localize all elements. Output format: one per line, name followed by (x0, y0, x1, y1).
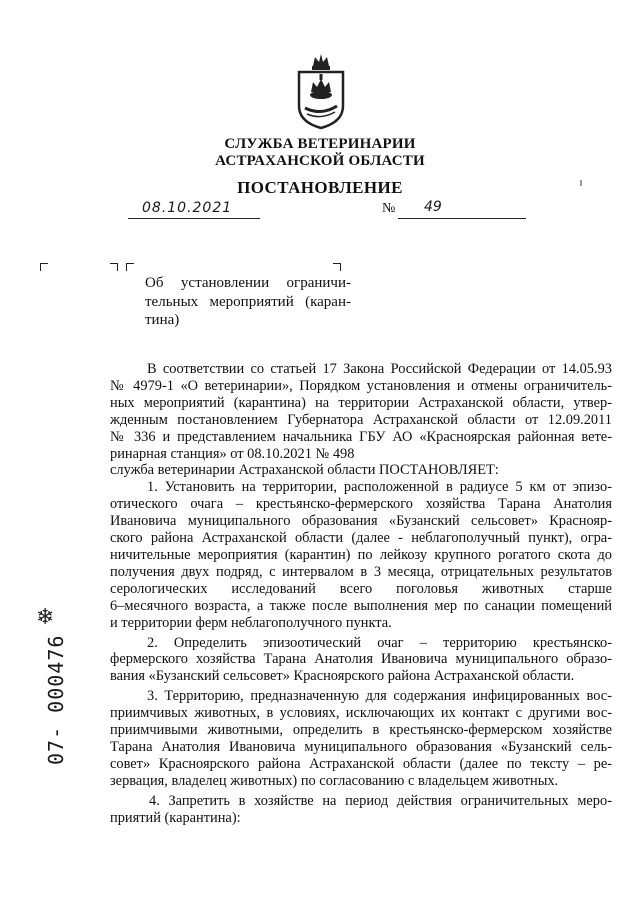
body-line: ринарная станция» от 08.10.2021 № 498 (110, 445, 355, 462)
corner-mark (126, 263, 134, 271)
body-line: Тарана Анатолия Ивановича муниципального образования «Бузанский сель- (110, 738, 612, 755)
handwritten-date: 08.10.2021 (142, 200, 233, 216)
body-line: жденным постановлением Губернатора Астраханской области от 12.09.2011 (110, 411, 612, 428)
body-line: приимчивых животных, в условиях, исключающих их контакт с другими вос- (110, 705, 612, 722)
organization-name-line2: АСТРАХАНСКОЙ ОБЛАСТИ (215, 153, 425, 169)
organization-name-line1: СЛУЖБА ВЕТЕРИНАРИИ (224, 136, 416, 152)
subject-line: тина) (145, 312, 180, 328)
body-line: зервация, владелец животных) по согласованию с владельцем животных. (110, 772, 559, 789)
astrakhan-coat-of-arms-icon (295, 52, 347, 130)
corner-mark (333, 263, 341, 271)
subject-line: Об установлении ограничи- (145, 275, 351, 291)
snowflake-icon: ❄ (36, 605, 55, 630)
body-line: вания «Бузанский сельсовет» Красноярского района Астраханской области. (110, 668, 575, 685)
handwritten-number: 49 (424, 199, 442, 215)
body-line: и территории ферм неблагополучного пункта. (110, 614, 392, 631)
body-line: ского района Астраханской области (далее - неблагополучный пункт), огра- (110, 530, 612, 547)
margin-stamp (30, 605, 68, 770)
body-line: 1. Установить на территории, расположенной в радиусе 5 км от эпизо- (147, 479, 612, 496)
body-line: приимчивыми животными, определить в крестьянско-фермерском хозяйстве (110, 722, 612, 739)
registration-number: 07- 000476 (44, 634, 68, 765)
body-line: служба ветеринарии Астраханской области ПОСТАНОВЛЯЕТ: (110, 462, 499, 479)
scan-mark (580, 180, 582, 186)
body-line: В соответствии со статьей 17 Закона Российской Федерации от 14.05.93 (147, 361, 612, 377)
body-line: серологических исследований всего поголовья животных старше (110, 580, 612, 597)
document-subject (145, 274, 351, 330)
number-field (398, 199, 526, 219)
body-line: 6–месячного возраста, а также после выполнения мер по санации помещений (110, 597, 612, 614)
document-type-title: ПОСТАНОВЛЕНИЕ (237, 178, 403, 197)
body-line: фермерского хозяйства Тарана Анатолия Ивановича муниципального образо- (110, 651, 612, 668)
body-line: ничительные мероприятия (карантин) по лейкозу крупного рогатого скота до (110, 546, 612, 563)
body-line: отического очага – крестьянско-фермерского хозяйства Тарана Анатолия (110, 496, 612, 513)
body-line: приятий (карантина): (110, 809, 241, 826)
body-line: 2. Определить эпизоотический очаг – территорию крестьянско- (147, 634, 612, 651)
body-line: получения двух подряд, с интервалом в 3 месяца, отрицательных результатов (110, 563, 612, 580)
document-body (110, 361, 612, 826)
body-line: № 336 и представлением начальника ГБУ АО «Красноярская районная вете- (110, 428, 612, 445)
subject-line: тельных мероприятий (каран- (145, 293, 351, 310)
date-field (128, 199, 260, 219)
number-label: № (382, 201, 396, 216)
corner-mark (40, 263, 48, 271)
body-line: ных мероприятий (карантина) на территории Астраханской области, утвер- (110, 394, 612, 411)
body-line: № 4979-1 «О ветеринарии», Порядком установления и отмены ограничитель- (110, 377, 612, 394)
body-line: 3. Территорию, предназначенную для содержания инфицированных вос- (147, 688, 612, 705)
body-line: 4. Запретить в хозяйстве на период действия ограничительных меро- (149, 792, 612, 809)
body-line: совет» Красноярского района Астраханской области (далее по тексту – ре- (110, 755, 612, 772)
corner-mark (110, 263, 118, 271)
body-line: Ивановича муниципального образования «Бузанский сельсовет» Краснояр- (110, 513, 612, 530)
